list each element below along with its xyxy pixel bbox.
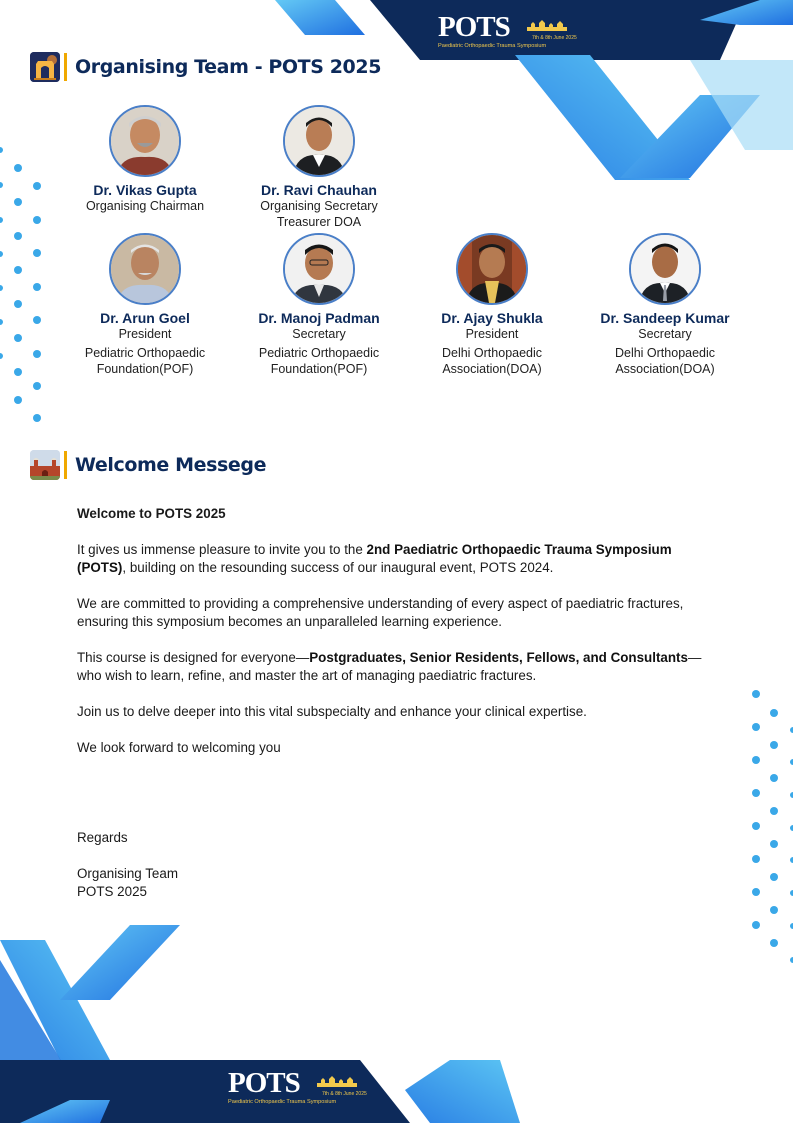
member-role: Organising Chairman — [85, 199, 205, 213]
member-name: Dr. Manoj Padman — [258, 310, 380, 326]
member-name: Dr. Ajay Shukla — [441, 310, 543, 326]
paragraph-2: We are committed to providing a comprehensive understanding of every aspect of paediatric fractures, ensuring this symposium becomes an unparalleled learning experience. — [77, 596, 684, 629]
member-photo — [629, 233, 701, 305]
pots-logo-bottom — [228, 1067, 367, 1105]
member-name: Dr. Vikas Gupta — [93, 182, 197, 198]
member-name: Dr. Sandeep Kumar — [600, 310, 730, 326]
paragraph-5: We look forward to welcoming you — [77, 740, 281, 755]
paragraph-3: This course is designed for everyone—Postgraduates, Senior Residents, Fellows, and Consultants—who wish to learn, refine, and master the art of managing paediatric fractures. — [77, 650, 702, 683]
member-card — [407, 233, 577, 377]
member-role: Secretary — [292, 327, 346, 341]
logo-wordmark: POTS — [438, 11, 510, 43]
member-name: Dr. Arun Goel — [100, 310, 190, 326]
section-accent-bar — [64, 451, 67, 479]
organising-section-header — [30, 52, 381, 82]
logo-dates: 7th & 8th June 2025 — [532, 35, 577, 41]
member-affiliation: Pediatric Orthopaedic Foundation(POF) — [84, 346, 206, 376]
member-card — [234, 105, 404, 230]
member-role: Secretary — [638, 327, 692, 341]
welcome-heading: Welcome to POTS 2025 — [77, 506, 226, 521]
welcome-message — [77, 505, 717, 901]
logo-wordmark: POTS — [228, 1067, 300, 1099]
paragraph-1: It gives us immense pleasure to invite you to the 2nd Paediatric Orthopaedic Trauma Symposium (POTS), building on the resounding success of our inaugural event, POTS 2024. — [77, 542, 672, 575]
member-affiliation: Treasurer DOA — [276, 215, 362, 229]
member-photo — [283, 105, 355, 177]
member-card — [60, 105, 230, 214]
member-card — [60, 233, 230, 377]
skyline-icon — [526, 19, 568, 31]
member-role: President — [465, 327, 519, 341]
member-card — [234, 233, 404, 377]
member-affiliation: Delhi Orthopaedic Association(DOA) — [614, 346, 716, 376]
member-affiliation: Delhi Orthopaedic Association(DOA) — [441, 346, 543, 376]
signature-line-1: Organising Team — [77, 866, 178, 881]
india-gate-icon — [30, 52, 60, 82]
skyline-icon — [316, 1075, 358, 1087]
logo-subtitle: Paediatric Orthopaedic Trauma Symposium — [228, 1099, 337, 1105]
logo-subtitle: Paediatric Orthopaedic Trauma Symposium — [438, 43, 547, 49]
member-role: Organising Secretary — [260, 199, 378, 213]
section-accent-bar — [64, 53, 67, 81]
welcome-section-header — [30, 450, 266, 480]
signature-line-2: POTS 2025 — [77, 884, 147, 899]
pots-logo-top — [438, 11, 577, 49]
red-fort-icon — [30, 450, 60, 480]
paragraph-4: Join us to delve deeper into this vital subspecialty and enhance your clinical expertise. — [77, 704, 587, 719]
member-role: President — [118, 327, 172, 341]
organising-section-title: Organising Team - POTS 2025 — [75, 56, 382, 78]
member-photo — [456, 233, 528, 305]
member-affiliation: Pediatric Orthopaedic Foundation(POF) — [258, 346, 380, 376]
logo-dates: 7th & 8th June 2025 — [322, 1091, 367, 1097]
welcome-section-title: Welcome Messege — [75, 454, 267, 476]
member-photo — [109, 105, 181, 177]
member-photo — [283, 233, 355, 305]
member-photo — [109, 233, 181, 305]
member-name: Dr. Ravi Chauhan — [261, 182, 377, 198]
member-card — [580, 233, 750, 377]
regards-text: Regards — [77, 830, 128, 845]
